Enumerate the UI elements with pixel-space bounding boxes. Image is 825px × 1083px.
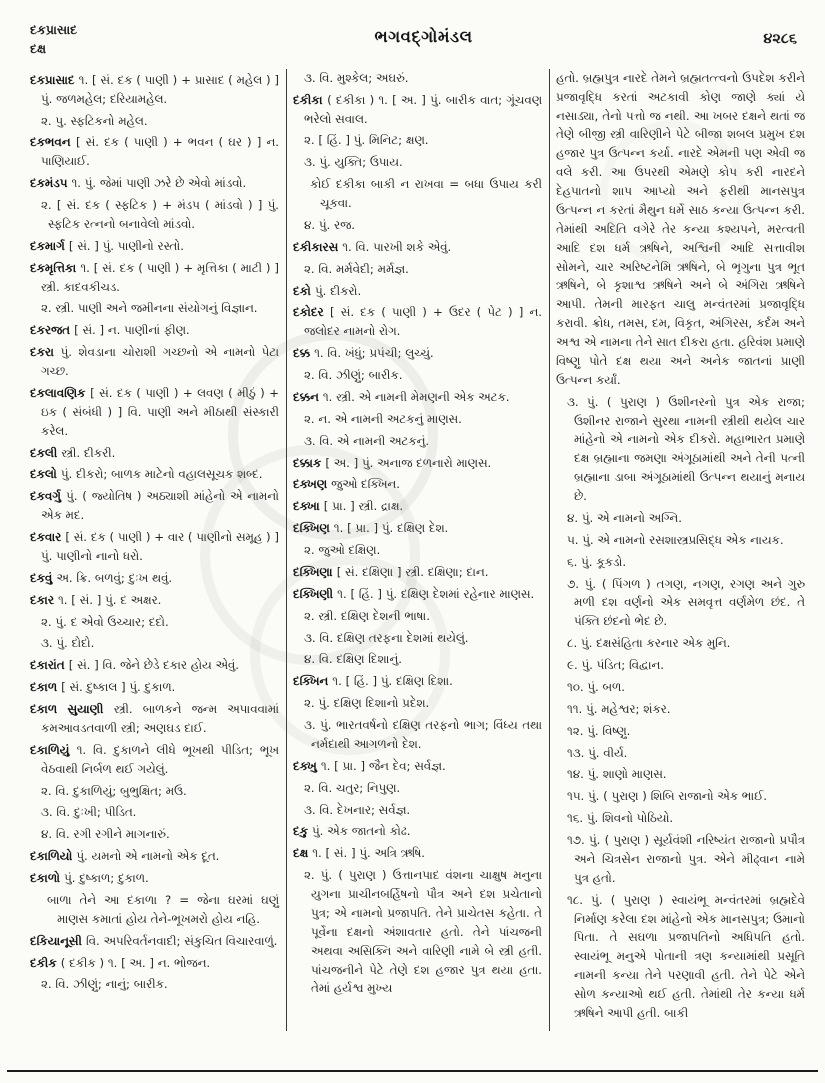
dictionary-entry: દક્ખુ ૧. [ પ્રા. ] જૈન દેવ; સર્વજ્ઞ.	[293, 758, 446, 773]
entry-sense: ૩. પું. દોદો.	[41, 636, 95, 651]
dictionary-entry: દકાળો પું. દુષ્કાળ; દુકાળ.	[30, 871, 149, 885]
dictionary-entry: દકિયાનૂસી વિ. અપરિવર્તનવાદી; સંકુચિત વિચારવાળું.	[30, 933, 278, 948]
dictionary-entry: દકાર ૧. [ સં. ] પું. દ અક્ષર.	[30, 592, 162, 607]
entry-sense: ૪. પું. એ નામનો અગ્નિ.	[567, 510, 682, 525]
entry-sense: ૧૬. પું. શિવનો પોઠિયો.	[567, 811, 674, 826]
dictionary-entry: દકવું અ. ક્રિ. બળવું; દુઃખ થવું.	[30, 570, 173, 585]
headword: દક્ખુ	[293, 758, 321, 773]
dictionary-entry: દક્ષ ૧. [ સં. ] પું. અત્રિ ઋષિ.	[293, 846, 426, 861]
dictionary-entry: દક્ખિણા [ સં. દક્ષિણા ] સ્ત્રી. દક્ષિણા; દાન.	[293, 564, 489, 579]
headword: દકાળ સુયાણી	[30, 702, 114, 716]
dictionary-entry: દકરજત [ સં. ] ન. પાણીનાં ફીણ.	[30, 323, 190, 338]
entry-sense: ૨. પું. દ એવો ઉચ્ચાર; દદો.	[41, 614, 169, 629]
headword: દકવું	[30, 570, 57, 585]
entry-sense: ૯. પું. પંડિત; વિદ્વાન.	[567, 658, 665, 672]
dictionary-entry: દકો પું. દીકરો.	[293, 283, 362, 298]
entry-sense: ૨. પું. દક્ષિણ દિશાનો પ્રદેશ.	[304, 696, 430, 711]
entry-sense: ૩. વિ. દુઃખી; પીડિત.	[41, 805, 137, 820]
headword: દક્ખિન	[293, 674, 333, 689]
entry-sense: ૩. પું. ભારતવર્ષનો દક્ષિણ તરફનો ભાગ; વિંધ્ય તથા નર્મદાથી આગળનો દેશ.	[304, 718, 542, 751]
bottom-rule	[7, 1070, 818, 1072]
page-header	[0, 0, 825, 63]
entry-sense: ૨. [ હિં. ] પું. મિનિટ; ક્ષણ.	[304, 133, 429, 148]
dictionary-entry: દકમૃત્તિકા ૧. [ સં. દક ( પાણી ) + મૃત્તિકા ( માટી ) ] સ્ત્રી. કાદવકીચડ.	[30, 260, 279, 294]
headword: દકીકા	[293, 92, 328, 107]
entry-sense: ૨. [ સં. દક ( સ્ફટિક ) + મંડપ ( માંડવો ) ] પું. સ્ફટિક રત્નનો બનાવેલો માંડવો.	[41, 198, 279, 231]
entry-sense: ૪. વિ. દક્ષિણ દિશાનું.	[304, 652, 402, 667]
dictionary-entry: દકોદર [ સં. દક ( પાણી ) + ઉદર ( પેટ ) ] ન. જલોદર નામનો રોગ.	[293, 305, 542, 339]
headword: દકોદર	[293, 305, 331, 320]
dictionary-entry: દકલી સ્ત્રી. દીકરી.	[30, 445, 116, 460]
entry-sense: ૩. વિ. મુશ્કેલ; અઘરું.	[304, 70, 409, 85]
entry-sense: ૩. પું. યુક્તિ; ઉપાય.	[304, 155, 403, 170]
column-3	[549, 69, 812, 1031]
headword: દકીકારસ	[293, 239, 343, 254]
headword: દકો	[293, 283, 315, 298]
entry-sense: ૨. સ્ત્રી. પાણી અને જમીનના સંયોગનું વિજ્ઞાન.	[41, 301, 258, 316]
dictionary-entry: દક્ખણ જુઓ દક્ખિન.	[293, 477, 400, 492]
headword: દકલી	[30, 445, 62, 460]
headword: દકુ	[293, 824, 313, 839]
dictionary-entry: દકુ પું. એક જાતનો કોઢ.	[293, 824, 411, 839]
entry-sense: ૨. વિ. ચતુર; નિપુણ.	[304, 780, 401, 795]
entry-sense: ૨. વિ. દુકાળિયું; બુભુક્ષિત; મઉ.	[41, 783, 187, 798]
dictionary-entry: દકીકારસ ૧. વિ. પારખી શકે એવું.	[293, 239, 452, 254]
headword: દકારાંત	[30, 658, 69, 673]
entry-sense: ૭. પું. ( પિંગળ ) તગણ, નગણ, રગણ અને ગુરુ મળી દશ વર્ણનો એક સમવૃત્ત વર્ણમેળ છંદ. તે પંક્તિ છંદનો ભેદ છે.	[567, 576, 805, 629]
entry-sense: ૬. પું. કૂકડો.	[567, 554, 627, 569]
page-title: ભગવદ્ગોમંડલ	[374, 27, 473, 46]
entry-sense: ૨. પુ. સ્ફટિકનો મહેલ.	[41, 113, 148, 128]
dictionary-entry: દકાળિયું ૧. વિ. દુકાળને લીધે ભૂખથી પીડિત; ભૂખ વેઠવાથી નિર્બળ થઈ ગયેલું.	[30, 742, 280, 776]
entry-cont: હતો. બ્રહ્મપુત્ર નારદે તેમને બ્રહ્મતત્ત્વનો ઉપદેશ કરીને પ્રજાવૃદ્ધિ કરતાં અટકાવી કોણ જાણે ક્યાં યે નસાડ્યા, તેનો પત્તો જ નથી. આ ખબર દક્ષને થતાં જ તેણે બીજી સ્ત્રી વારિણીને પેટે બીજા શબલ પ્રમુખ દશ હજાર પુત્ર ઉત્પન્ન કર્યા. નારદે એમની પણ એવી જ વલે કરી. આ ઉપરથી એમણે કોપ કરી નારદને દેહપાતનો શાપ આપ્યો અને ફરીથી માનસપુત્ર ઉત્પન્ન ન કરતાં મૈથુન ધર્મે સાઠ કન્યા ઉત્પન્ન કરી. તેમાંથી અદિતિ વગેરે તેર કન્યા કશ્યપને, મરત્વતી આદિ દશ ધર્મ ઋષિને, અશ્વિની આદિ સત્તાવીશ સોમને, ચાર અરિષ્ટનેમિ ઋષિને, બે ભૃગુના પુત્ર ભૂત ઋષિને, બે કૃશાશ્વ ઋષિને અને બે અંગિરા ઋષિને આપી. તેમની મારફત ચાલુ મન્વંતરમાં પ્રજાવૃદ્ધિ કરાવી. ક્રોધ, તમસ, દમ, વિકૃત, અંગિરસ, કર્દમ અને અશ્વ એ નામના તેને સાત દીકરા હતા. હરિવંશ પ્રમાણે વિષ્ણુ પોતે દક્ષ થયા અને અનેક જાતનાં પ્રાણી ઉત્પન્ન કર્યાં.	[556, 70, 805, 387]
headword: દક્ક	[293, 346, 315, 361]
content-columns	[0, 63, 825, 1031]
headword: દક્ખિણી	[293, 586, 338, 601]
entry-sense: ૨. વિ. ઝીણું; નાનું; બારીક.	[41, 977, 168, 992]
headword: દકાળિયો	[30, 849, 77, 864]
entry-sense: ૨. જુઓ દક્ષિણ.	[304, 543, 381, 557]
headword: દકભવન	[30, 135, 76, 150]
dictionary-entry: દક્ક ૧. વિ. ખંધું; પ્રપંચી; લુચ્ચું.	[293, 346, 434, 361]
column-2	[286, 69, 549, 1031]
entry-sense: ૫. પું. એ નામનો રસશાસ્ત્રપ્રસિદ્ધ એક નાયક.	[567, 532, 784, 547]
entry-sense: ૧૩. પું. વીર્ય.	[567, 745, 628, 760]
guide-words	[30, 20, 180, 59]
page-number: ૪૨૮૬	[763, 31, 797, 47]
headword: દકિયાનૂસી	[30, 933, 86, 948]
guide-word-first: દકપ્રાસાદ	[30, 22, 78, 37]
headword: દકમાર્ગ	[30, 238, 69, 253]
entry-sense: ૨. પું. ( પુરાણ ) ઉત્તાનપાદ વંશના ચાક્ષુષ મનુના યુગના પ્રાચીનબર્હિષનો પૌત્ર અને દશ પ્રચેતાનો પુત્ર; એ નામનો પ્રજાપતિ. તેને પ્રાચેતસ કહેતા. તે પૂર્વેના દક્ષનો અંશાવતાર હતો. તેને પાંચજની અથવા અસિક્નિ અને વારિણી નામે બે સ્ત્રી હતી. પાંચજનીને પેટે તેણે દશ હજાર પુત્ર થયા હતા. તેમાં હર્યશ્વ મુખ્ય	[304, 868, 542, 996]
dictionary-entry: દક્કાક [ અ. ] પું. અનાજ દળનારો માણસ.	[293, 455, 492, 470]
dictionary-entry: દક્ખિણી ૧. [ હિં. ] પું. દક્ષિણ દેશમાં રહેનાર માણસ.	[293, 586, 535, 601]
entry-idiom: કોઈ દકીકા બાકી ન રાખવા = બધા ઉપાય કરી ચૂકવા.	[310, 177, 542, 210]
dictionary-entry: દકાળ સુયાણી સ્ત્રી. બાળકને જન્મ અપાવવામાં કમઆવડતવાળી સ્ત્રી; અણઘડ દાઈ.	[30, 702, 280, 735]
dictionary-entry: દક્કન ૧. સ્ત્રી. એ નામની મેમણની એક અટક.	[293, 389, 510, 404]
headword: દકવર્ગુ	[30, 489, 67, 504]
entry-sense: ૪. વિ. રગી રગીને માગનારું.	[41, 827, 170, 842]
entry-sense: ૨. ન. એ નામની અટકનું માણસ.	[304, 411, 462, 426]
dictionary-entry: દકલો પું. દીકરો; બાળક માટેનો વહાલસૂચક શબ્દ.	[30, 467, 263, 482]
headword: દકમૃત્તિકા	[30, 260, 81, 275]
entry-sense: ૨. સ્ત્રી. દક્ષિણ દેશની ભાષા.	[304, 608, 430, 623]
dictionary-entry: દકીક ( દકીક ) ૧. [ અ. ] ન. ભોજન.	[30, 955, 211, 970]
dictionary-entry: દકવાર [ સં. દક ( પાણી ) + વાર ( પાણીનો સમૂહ ) ] પું. પાણીનો નાનો ધરો.	[30, 530, 279, 563]
dictionary-entry: દકભવન [ સં. દક ( પાણી ) + ભવન ( ઘર ) ] ન. પાણિયાઈ.	[30, 135, 280, 169]
entry-sense: ૩. વિ. એ નામની અટકનું.	[304, 433, 430, 448]
headword: દક્કાક	[293, 455, 326, 470]
entry-sense: ૨. વિ. ઝીણું; બારીક.	[304, 368, 403, 382]
dictionary-entry: દકરા પું. શેવડાના ચોરાશી ગચ્છનો એ નામનો પેટા ગચ્છ.	[30, 345, 279, 378]
dictionary-entry: દક્ખિન ૧. [ હિં. ] પું. દક્ષિણ દિશા.	[293, 674, 453, 689]
headword: દકાળો	[30, 871, 65, 885]
dictionary-entry: દક્ખા [ પ્રા. ] સ્ત્રી. દ્રાક્ષ.	[293, 499, 404, 514]
entry-sense: ૩. વિ. દેખનાર; સર્વજ્ઞ.	[304, 802, 411, 817]
dictionary-entry: દકાળ [ સં. દુષ્કાલ ] પું. દુકાળ.	[30, 680, 176, 695]
column-1	[30, 69, 286, 1031]
entry-sense: ૧૭. પું. ( પુરાણ ) સૂર્યવંશી નરિષ્યંત રાજાનો પ્રપૌત્ર અને ચિત્રસેન રાજાનો પુત્ર. એને મીઢ્વાન નામે પુત્ર હતો.	[567, 833, 805, 885]
entry-sense: ૨. વિ. મર્મવેદી; મર્મજ્ઞ.	[304, 261, 409, 276]
dictionary-entry: દકપ્રાસાદ ૧. [ સં. દક ( પાણી ) + પ્રાસાદ ( મહેલ ) ] પું. જળમહેલ; દરિયામહેલ.	[30, 72, 279, 106]
dictionary-entry: દક્ખિણ ૧. [ પ્રા. ] પું. દક્ષિણ દેશ.	[293, 521, 449, 536]
entry-sense: ૧૧. પું. મહેશ્વર; શંકર.	[567, 701, 671, 716]
headword: દકલાવણિક	[30, 385, 91, 400]
headword: દક્ષ	[293, 846, 313, 861]
headword: દકાળ	[30, 680, 62, 695]
entry-sense: ૪. પું. રજ.	[304, 217, 355, 232]
headword: દકાળિયું	[30, 742, 77, 757]
headword: દકવાર	[30, 530, 66, 544]
headword: દકલો	[30, 467, 61, 482]
headword: દકીક	[30, 955, 61, 970]
entry-sense: ૧૨. પું. વિષ્ણુ.	[567, 723, 631, 738]
entry-idiom: બાળા તેને આ દકાળા ? = જેના ઘરમાં ઘણું માણસ કમાતાં હોય તેને-ભૂખમરો હોય નહિ.	[47, 892, 279, 926]
dictionary-entry: દકાળિયો પું. યમનો એ નામનો એક દૂત.	[30, 849, 220, 864]
dictionary-entry: દકમાર્ગ [ સં. ] પું. પાણીનો રસ્તો.	[30, 238, 184, 253]
dictionary-entry: દકમંડપ ૧. પું. જેમાં પાણી ઝરે છે એવો માંડવો.	[30, 176, 247, 191]
entry-sense: ૧૪. પું. શાણો માણસ.	[567, 767, 667, 782]
entry-sense: ૩. વિ. દક્ષિણ તરફના દેશમાં થયેલું.	[304, 630, 469, 645]
headword: દક્ખિણા	[293, 564, 337, 579]
headword: દક્કન	[293, 389, 323, 404]
entry-sense: ૧૮. પું. ( પુરાણ ) સ્વાયંભૂ મન્વંતરમાં બ્રહ્મદેવે નિર્માણ કરેલા દશ માંહેનો એક માનસપુત્ર; ઉમાનો પિતા. તે સઘળા પ્રજાપતિનો અધિપતિ હતો. સ્વાયંભૂ મનુએ પોતાની ત્રણ કન્યામાંથી પ્રસૂતિ નામની કન્યા તેને પરણાવી હતી. તેને પેટે એને સોળ કન્યાઓ થઈ હતી. તેમાંથી તેર કન્યા ધર્મ ઋષિને આપી હતી. બાકી	[567, 892, 805, 1020]
dictionary-entry: દકીકા ( દકીકા ) ૧. [ અ. ] પું. બારીક વાત; ગૂંચવણ ભરેલો સવાલ.	[293, 92, 542, 126]
entry-sense: ૩. પું. ( પુરાણ ) ઉશીનરનો પુત્ર એક રાજા; ઉશીનર રાજાને સુરથા નામની સ્ત્રીથી થયેલ ચાર માંહેનો એ નામનો એક દીકરો. મહાભારત પ્રમાણે દક્ષ બ્રહ્માના જમણા અંગૂઠામાંથી અને તેની પત્ની બ્રહ્માના ડાબા અંગૂઠામાંથી ઉત્પન્ન થયાનું મનાય છે.	[567, 394, 805, 503]
headword: દકરજત	[30, 323, 75, 338]
entry-sense: ૮. પું. દક્ષસંહિતા કરનાર એક મુનિ.	[567, 636, 731, 651]
entry-sense: ૧૦. પું. બળ.	[567, 679, 625, 694]
guide-word-last: દક્ષ	[30, 41, 47, 57]
headword: દકરા	[30, 345, 61, 360]
headword: દકાર	[30, 592, 59, 607]
headword: દક્ખા	[293, 499, 324, 514]
headword: દકમંડપ	[30, 176, 72, 191]
entry-sense: ૧૫. પું. ( પુરાણ ) શિબિ રાજાનો એક ભાઈ.	[567, 789, 767, 804]
dictionary-entry: દકારાંત [ સં. ] વિ. જેને છેડે દકાર હોય એવું.	[30, 658, 240, 673]
dictionary-entry: દકલાવણિક [ સં. દક ( પાણી ) + લવણ ( મીઠું ) + ઇક ( સંબંધી ) ] વિ. પાણી અને મીઠાથી સંસ્કારી કરેલ.	[30, 385, 279, 438]
headword: દક્ખણ	[293, 477, 332, 492]
dictionary-entry: દકવર્ગુ પું. ( જ્યોતિષ ) અઠ્યાશી માંહેનો એ નામનો એક મદ.	[30, 489, 279, 523]
headword: દકપ્રાસાદ	[30, 72, 79, 87]
headword: દક્ખિણ	[293, 521, 334, 536]
